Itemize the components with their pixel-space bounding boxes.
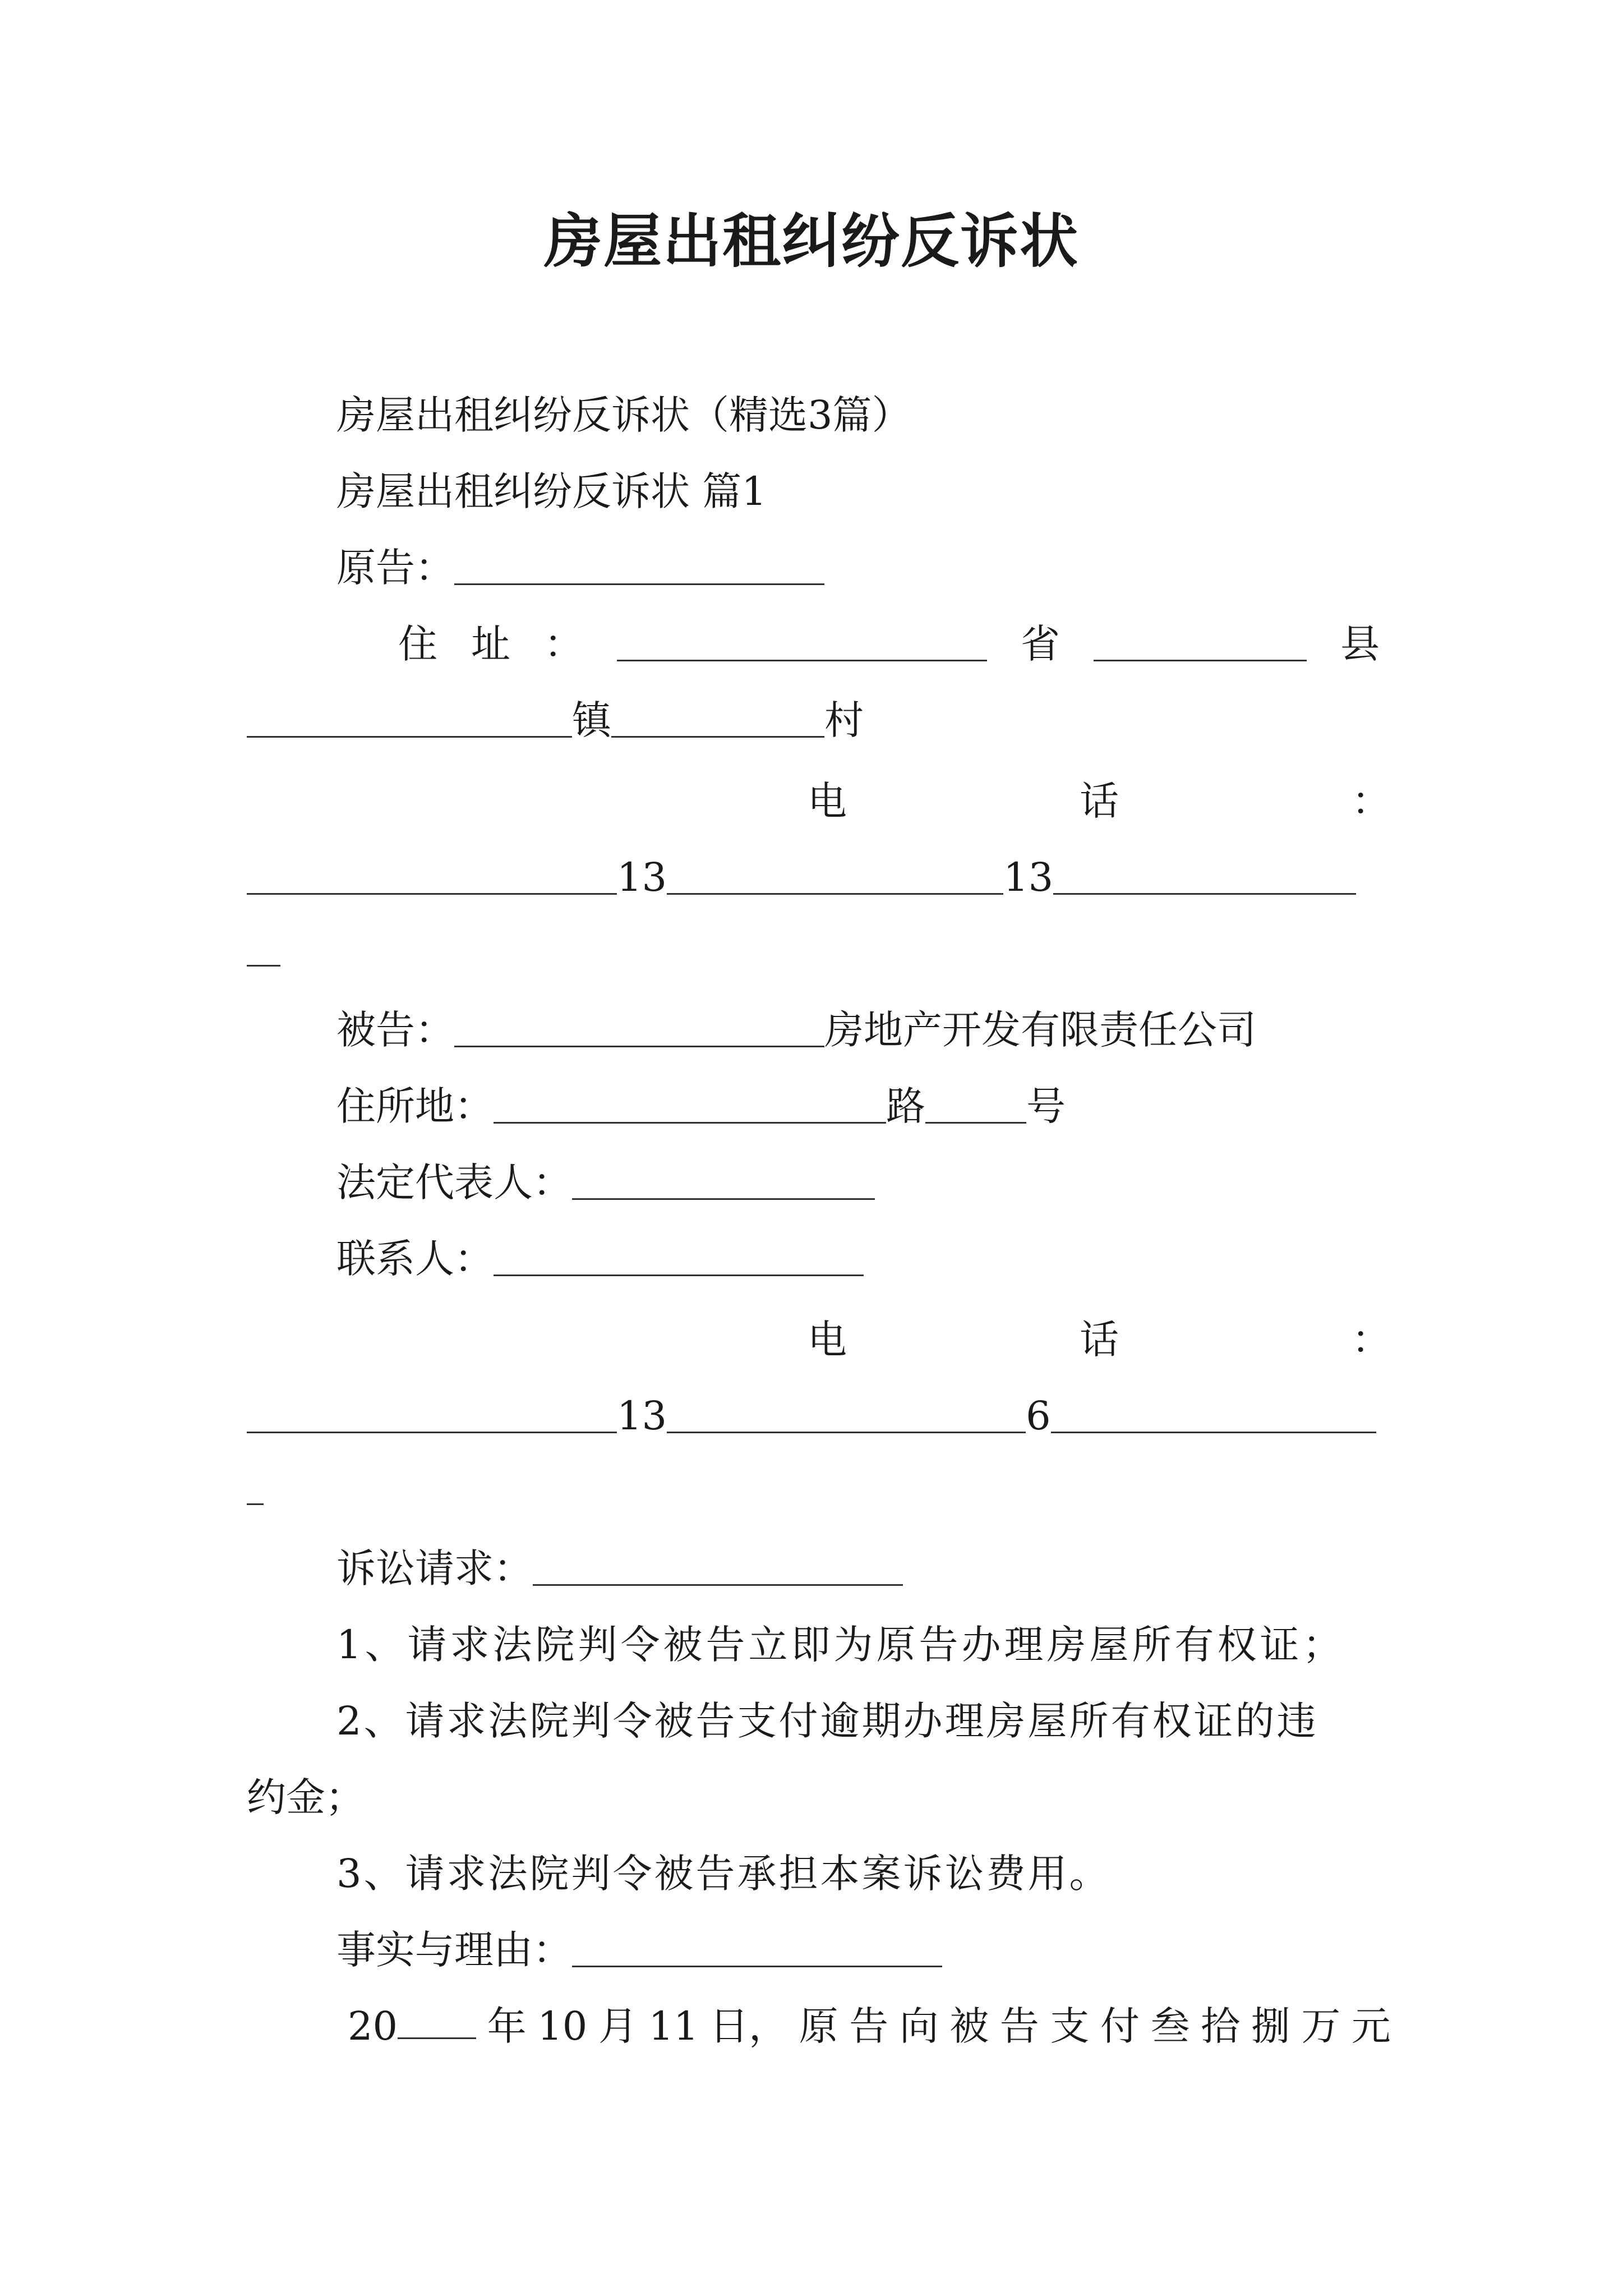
address-town: 镇 [572, 697, 611, 743]
section-heading [247, 463, 1391, 519]
contact-blank [494, 1231, 864, 1276]
defendant-line [247, 1002, 1391, 1058]
facts-word-16: 万 [1301, 2003, 1341, 2049]
facts-word-1: 年 [487, 2003, 527, 2049]
facts-word-14: 拾 [1201, 2003, 1241, 2049]
defendant-label: 被告： [336, 1007, 454, 1053]
claim-item-3-text: 3、请求法院判令被告承担本案诉讼费用。 [336, 1851, 1111, 1897]
plaintiff-phone-blank-tail [247, 926, 280, 967]
subtitle-text: 房屋出租纠纷反诉状（精选3篇） [336, 392, 911, 438]
claim-item-2 [247, 1693, 1391, 1749]
facts-blank [572, 1922, 942, 1967]
residence-road-blank [494, 1078, 886, 1124]
address-county: 县 [1340, 621, 1380, 667]
document-title: 房屋出租纠纷反诉状 [543, 207, 1079, 275]
plaintiff-phone-char-2: 话 [1080, 778, 1119, 824]
defendant-phone-char-1: 电 [808, 1317, 847, 1363]
residence-number-blank [925, 1078, 1026, 1124]
defendant-phone-part-1: 13 [617, 1393, 667, 1439]
facts-word-7: 告 [849, 2003, 889, 2049]
facts-word-10: 告 [999, 2003, 1039, 2049]
contact-label: 联系人： [336, 1236, 494, 1282]
legal-rep-line [247, 1154, 1391, 1211]
facts-word-9: 被 [949, 2003, 989, 2049]
facts-paragraph-line-1 [348, 1998, 1391, 2054]
plaintiff-phone-blank-2 [667, 849, 1003, 895]
facts-word-3: 月 [598, 2003, 638, 2049]
defendant-phone-blank-tail [247, 1464, 264, 1505]
plaintiff-label: 原告： [336, 545, 454, 591]
facts-year-blank [398, 1998, 476, 2039]
facts-heading-line [247, 1922, 1391, 1978]
residence-number: 号 [1026, 1083, 1066, 1129]
plaintiff-phone-number-line [247, 849, 1391, 905]
facts-word-12: 付 [1100, 2003, 1140, 2049]
defendant-residence-line [247, 1078, 1391, 1134]
facts-word-4: 11 [648, 2003, 699, 2049]
defendant-phone-char-2: 话 [1080, 1317, 1119, 1363]
defendant-phone-blank-1 [247, 1388, 617, 1433]
plaintiff-phone-blank-1 [247, 849, 617, 895]
claim-item-2-text-2: 约金； [247, 1774, 365, 1820]
address-province: 省 [1021, 621, 1060, 667]
defendant-phone-part-2: 6 [1026, 1393, 1051, 1439]
claim-item-1-text: 1、请求法院判令被告立即为原告办理房屋所有权证； [336, 1622, 1345, 1668]
address-town-blank [247, 692, 572, 738]
section-heading-text: 房屋出租纠纷反诉状 篇1 [336, 468, 767, 514]
address-label: 住址： [398, 621, 617, 667]
defendant-name-blank [454, 1002, 824, 1047]
facts-word-11: 支 [1050, 2003, 1090, 2049]
facts-word-17: 元 [1351, 2003, 1391, 2049]
plaintiff-phone-blank-3 [1053, 849, 1356, 895]
address-village: 村 [824, 697, 864, 743]
plaintiff-line [247, 540, 1391, 596]
facts-word-13: 叁 [1150, 2003, 1190, 2049]
address-village-blank [611, 692, 824, 738]
facts-word-5: 日， [709, 2003, 789, 2049]
residence-label: 住所地： [336, 1083, 494, 1129]
claims-heading-line [247, 1540, 1391, 1596]
facts-word-15: 捌 [1251, 2003, 1290, 2049]
address-county-blank [1094, 616, 1307, 661]
legal-rep-blank [572, 1154, 875, 1200]
document-subtitle [247, 387, 1391, 443]
plaintiff-phone-part-1: 13 [617, 854, 667, 900]
facts-word-2: 10 [537, 2003, 588, 2049]
plaintiff-name-blank [454, 540, 824, 585]
defendant-company-suffix: 房地产开发有限责任公司 [824, 1007, 1256, 1053]
plaintiff-phone-char-1: 电 [808, 778, 847, 824]
claims-label: 诉讼请求： [336, 1545, 533, 1591]
claims-blank [533, 1540, 903, 1586]
facts-word-6: 原 [799, 2003, 838, 2049]
plaintiff-address-line-2 [247, 692, 1391, 748]
plaintiff-phone-label-line [247, 773, 1391, 829]
defendant-phone-overflow-line [247, 1464, 1391, 1520]
facts-year-prefix: 20 [348, 1998, 476, 2054]
claim-item-2-continued [247, 1769, 1391, 1825]
facts-label: 事实与理由： [336, 1927, 572, 1973]
plaintiff-address-line [247, 616, 1391, 672]
claim-item-1 [247, 1617, 1391, 1673]
claim-item-2-text-1: 2、请求法院判令被告支付逾期办理房屋所有权证的违 [336, 1698, 1318, 1744]
facts-word-8: 向 [899, 2003, 939, 2049]
defendant-phone-number-line [247, 1388, 1391, 1444]
defendant-phone-blank-2 [667, 1388, 1026, 1433]
defendant-phone-char-3: ： [1352, 1317, 1391, 1363]
contact-line [247, 1231, 1391, 1287]
defendant-phone-blank-3 [1051, 1388, 1376, 1433]
legal-rep-label: 法定代表人： [336, 1159, 572, 1205]
residence-road: 路 [886, 1083, 925, 1129]
claim-item-3 [247, 1846, 1391, 1902]
plaintiff-phone-char-3: ： [1352, 778, 1391, 824]
plaintiff-phone-overflow-line [247, 926, 1391, 982]
defendant-phone-label-line [247, 1312, 1391, 1368]
facts-line-1-words [348, 1998, 1391, 2054]
address-province-blank [617, 616, 987, 661]
plaintiff-phone-part-2: 13 [1003, 854, 1054, 900]
